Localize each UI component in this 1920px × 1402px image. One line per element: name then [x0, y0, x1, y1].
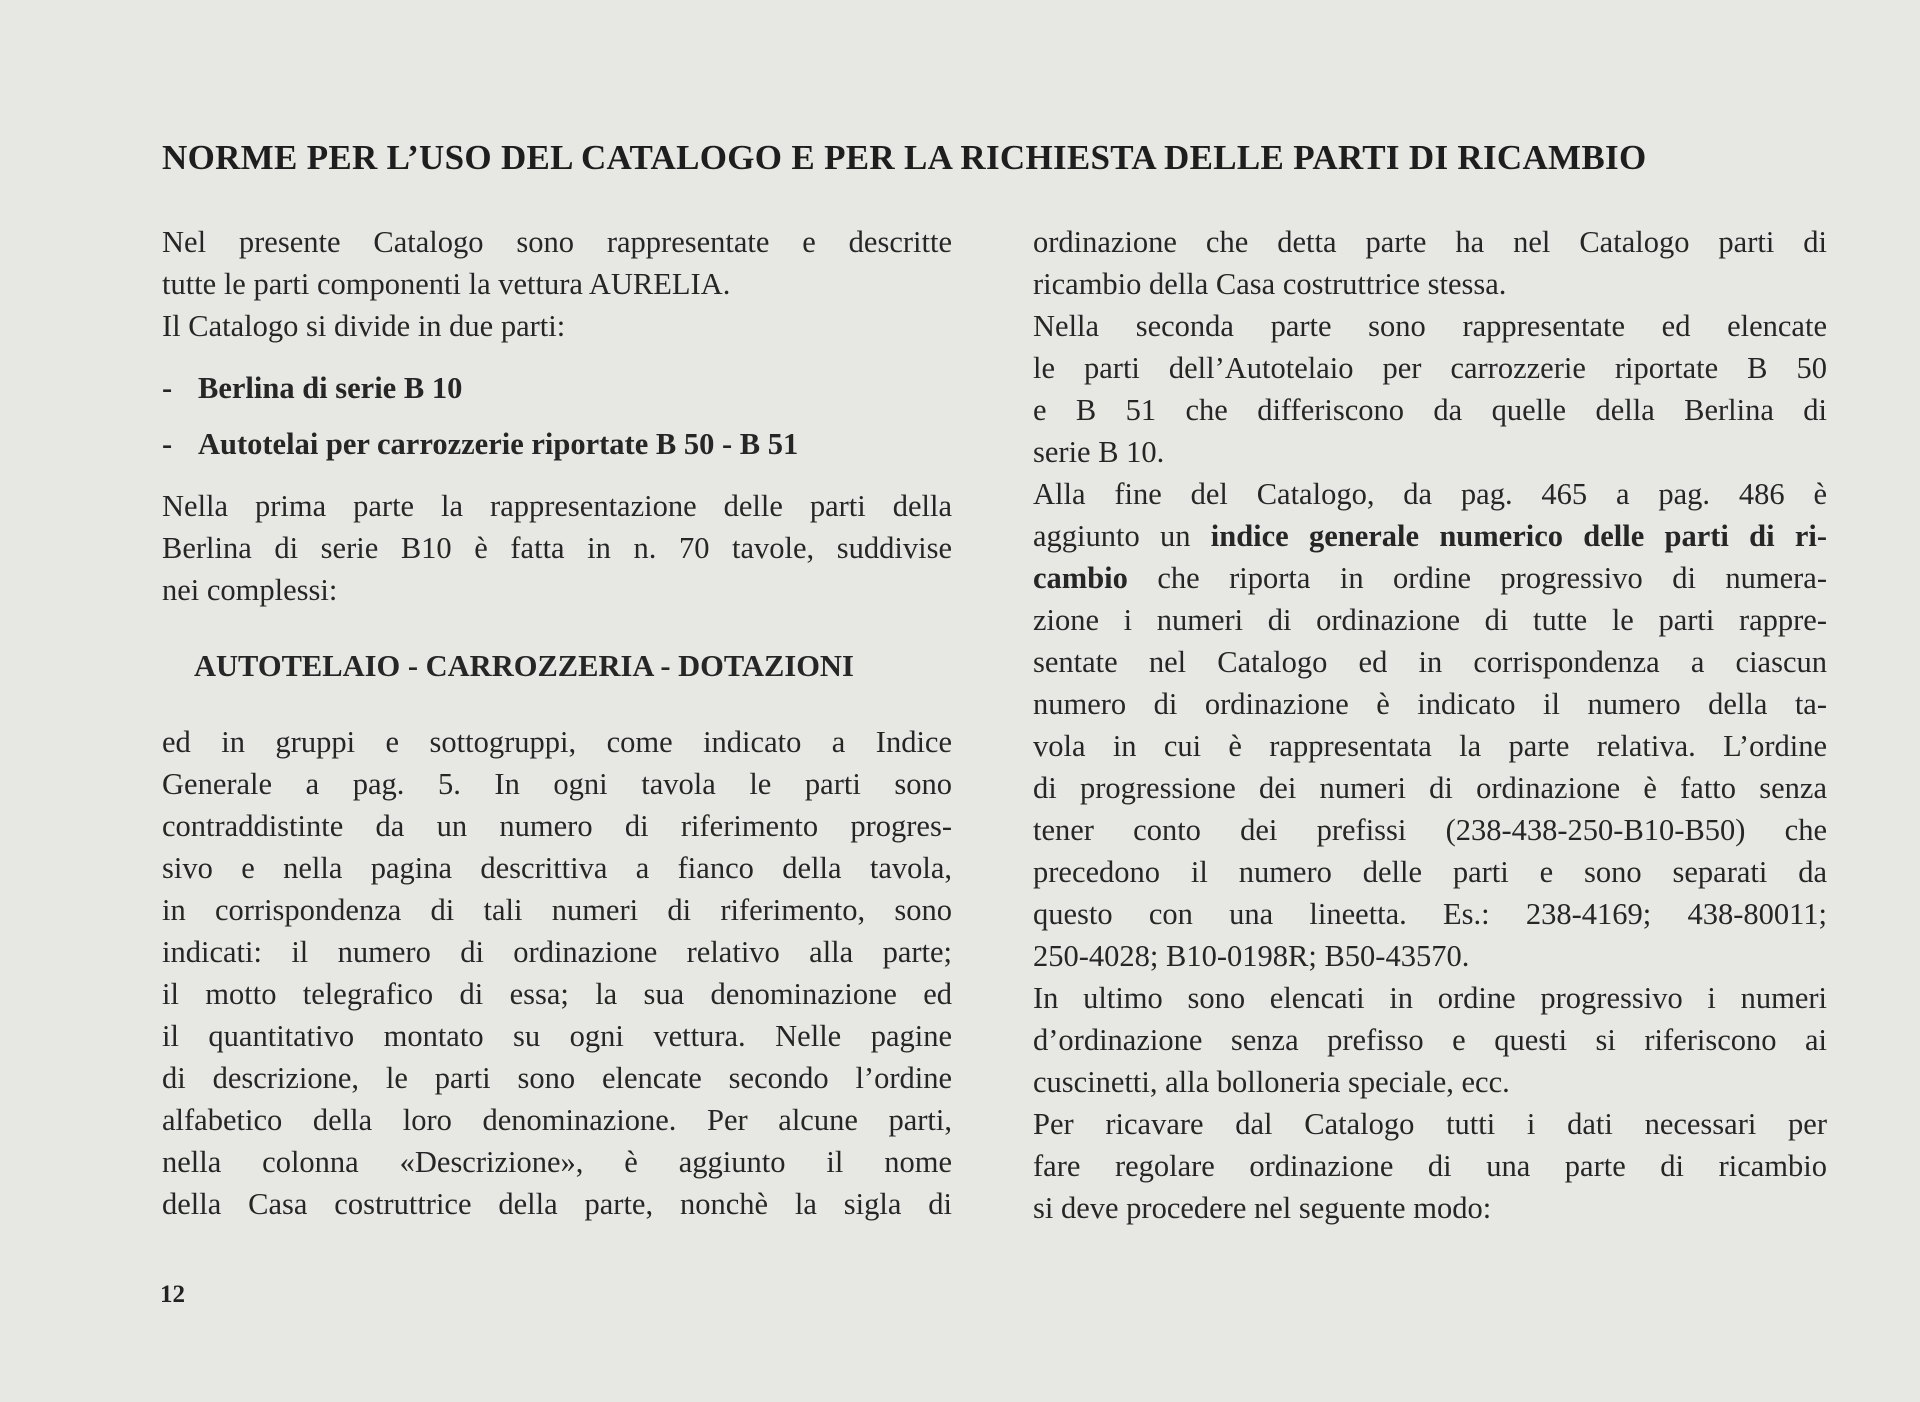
text-line: Berlina di serie B10 è fatta in n. 70 tavole, suddivise: [162, 531, 952, 565]
text-line: Alla fine del Catalogo, da pag. 465 a pag. 486 è: [1033, 477, 1827, 511]
text-line: ricambio della Casa costruttrice stessa.: [1033, 267, 1507, 301]
text-line: [1033, 515, 1827, 557]
text-line: il motto telegrafico di essa; la sua denominazione ed: [162, 977, 952, 1011]
text-line: e B 51 che differiscono da quelle della Berlina di: [1033, 393, 1827, 427]
text-line: Nella prima parte la rappresentazione delle parti della: [162, 489, 952, 523]
text-line: il quantitativo montato su ogni vettura. Nelle pagine: [162, 1019, 952, 1053]
list-dash: -: [162, 427, 173, 461]
list-item: [162, 423, 952, 465]
text-run: aggiunto un: [1033, 519, 1211, 553]
text-line: nei complessi:: [162, 573, 338, 607]
text-line: Per ricavare dal Catalogo tutti i dati necessari per: [1033, 1107, 1827, 1141]
text-line: [1033, 557, 1827, 599]
text-line: serie B 10.: [1033, 435, 1165, 469]
right-column: [1033, 221, 1827, 1229]
text-line: le parti dell’Autotelaio per carrozzerie riportate B 50: [1033, 351, 1827, 385]
page-title: NORME PER L’USO DEL CATALOGO E PER LA RICHIESTA DELLE PARTI DI RICAMBIO: [162, 138, 1647, 177]
text-line: alfabetico della loro denominazione. Per alcune parti,: [162, 1103, 952, 1137]
text-line: fare regolare ordinazione di una parte di ricambio: [1033, 1149, 1827, 1183]
bold-text-run: cambio: [1033, 561, 1128, 595]
text-line: di progressione dei numeri di ordinazione è fatto senza: [1033, 771, 1827, 805]
text-line: ed in gruppi e sottogruppi, come indicato a Indice: [162, 725, 952, 759]
text-line: vola in cui è rappresentata la parte relativa. L’ordine: [1033, 729, 1827, 763]
text-line: Il Catalogo si divide in due parti:: [162, 309, 566, 343]
text-line: sivo e nella pagina descrittiva a fianco della tavola,: [162, 851, 952, 885]
list-item-text: Berlina di serie B 10: [198, 371, 463, 405]
text-line: Generale a pag. 5. In ogni tavola le parti sono: [162, 767, 952, 801]
text-line: numero di ordinazione è indicato il numero della ta-: [1033, 687, 1827, 721]
list-item: [162, 367, 952, 409]
text-line: in corrispondenza di tali numeri di riferimento, sono: [162, 893, 952, 927]
text-line: si deve procedere nel seguente modo:: [1033, 1191, 1492, 1225]
text-line: questo con una lineetta. Es.: 238-4169; 438-80011;: [1033, 897, 1827, 931]
text-line: tutte le parti componenti la vettura AURELIA.: [162, 267, 731, 301]
text-line: In ultimo sono elencati in ordine progressivo i numeri: [1033, 981, 1827, 1015]
text-line: cuscinetti, alla bolloneria speciale, ecc.: [1033, 1065, 1510, 1099]
text-line: indicati: il numero di ordinazione relativo alla parte;: [162, 935, 952, 969]
text-line: contraddistinte da un numero di riferimento progres-: [162, 809, 952, 843]
text-line: della Casa costruttrice della parte, nonchè la sigla di: [162, 1187, 952, 1221]
text-run: che riporta in ordine progressivo di numera-: [1127, 561, 1827, 595]
list-item-text: Autotelai per carrozzerie riportate B 50 - B 51: [198, 427, 799, 461]
left-column: [162, 221, 952, 1225]
page-number: 12: [160, 1281, 185, 1308]
text-line: di descrizione, le parti sono elencate secondo l’ordine: [162, 1061, 952, 1095]
list-dash: -: [162, 371, 173, 405]
text-line: nella colonna «Descrizione», è aggiunto il nome: [162, 1145, 952, 1179]
bold-text-run: indice generale numerico delle parti di ri-: [1210, 519, 1827, 553]
section-heading: AUTOTELAIO - CARROZZERIA - DOTAZIONI: [194, 649, 854, 683]
text-line: Nella seconda parte sono rappresentate ed elencate: [1033, 309, 1827, 343]
text-line: ordinazione che detta parte ha nel Catalogo parti di: [1033, 225, 1827, 259]
text-line: precedono il numero delle parti e sono separati da: [1033, 855, 1827, 889]
text-line: Nel presente Catalogo sono rappresentate e descritte: [162, 225, 952, 259]
text-line: d’ordinazione senza prefisso e questi si riferiscono ai: [1033, 1023, 1827, 1057]
text-line: sentate nel Catalogo ed in corrispondenza a ciascun: [1033, 645, 1827, 679]
text-line: tener conto dei prefissi (238-438-250-B10-B50) che: [1033, 813, 1827, 847]
text-line: 250-4028; B10-0198R; B50-43570.: [1033, 939, 1470, 973]
text-line: zione i numeri di ordinazione di tutte le parti rappre-: [1033, 603, 1827, 637]
